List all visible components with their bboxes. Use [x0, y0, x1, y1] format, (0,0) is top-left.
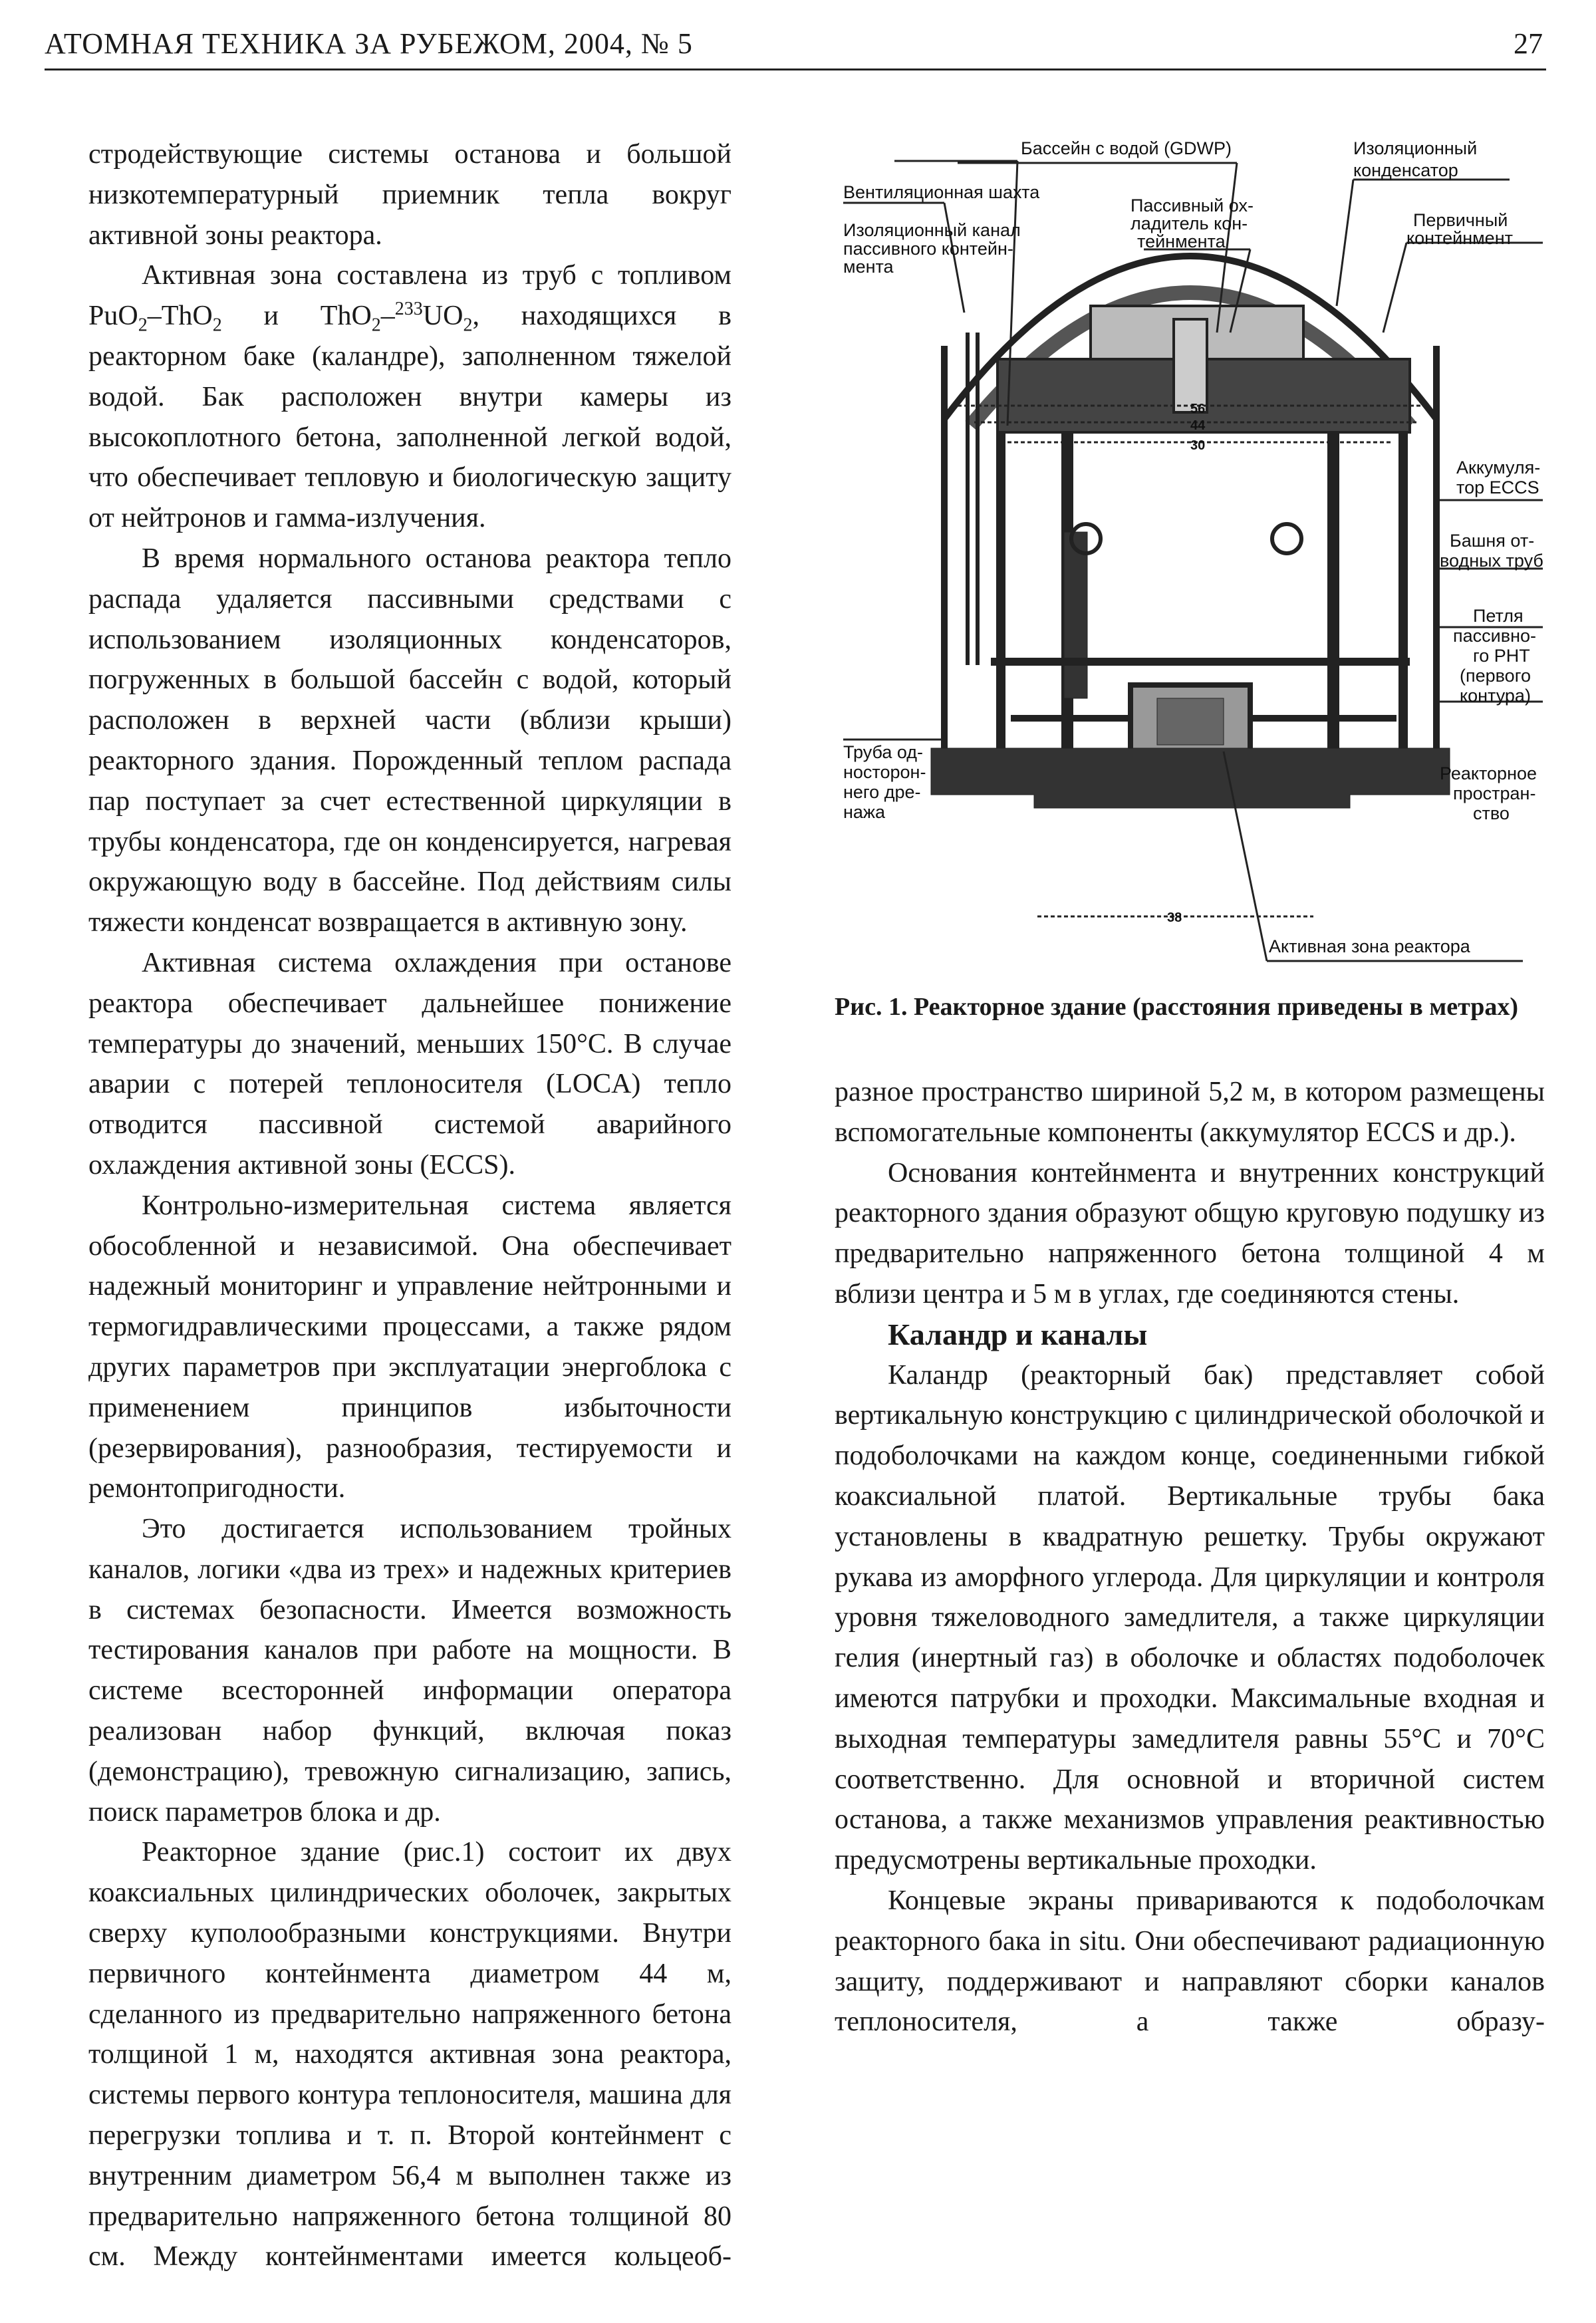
label-pht-loop: (первого [1460, 666, 1531, 686]
label-core: Активная зона реактора [1269, 936, 1470, 956]
label-vent-shaft: Вентиляционная шахта [843, 182, 1040, 202]
paragraph: Активная зона составлена из труб с топливом PuO$_2$–ThO$_2$ и $ThO_2-^{233}UO_2$, находящихся в реакторном баке (каландре), заполненном тяжелой водой. Бак расположен внутри камеры из высокоплотного бетона, заполненной легкой водой, что обеспечивает тепловую и биологическую защиту от нейтронов и гамма-излучения. [88, 260, 732, 534]
label-pool: Бассейн с водой (GDWP) [1021, 138, 1232, 158]
label-pht-loop: контура) [1460, 686, 1531, 706]
paragraph: Каландр (реакторный бак) представляет собой вертикальную конструкцию с цилиндрической оболочкой и подоболочками на каждом конце, соединенными гибкой коаксиальной платой. Вертикальные трубы бака установлены в квадратную решетку. Трубы окружают рукава из аморфного углерода. Для циркуляции и контроля уровня тяжеловодного замедлителя, а также циркуляции гелия (инертный газ) в оболочке и областях подоболочек имеются патрубки и проходки. Максимальные входная и выходная температуры замедлителя равны 55°C и 70°C соответственно. Для основной и вторичной систем останова, а также механизмов управления реактивностью предусмотрены вертикальные проходки. [835, 1359, 1545, 1876]
paragraph: Реакторное здание (рис.1) состоит их двух коаксиальных цилиндрических оболочек, закрытых сверху куполообразными конструкциями. Внутри первичного контейнмента диаметром 44 м, сделанного из предварительно напряженного бетона толщиной 1 м, находятся активная зона реактора, системы первого контура теплоносителя, машина для перегрузки топлива и т. п. Второй контейнмент с внутренним диаметром 56,4 м выполнен также из предварительно напряженного бетона толщиной 80 см. Между контейнментами имеется кольцеоб- [88, 1837, 732, 2272]
label-tower: Башня от- [1450, 531, 1535, 551]
dimension-30: 30 [1190, 438, 1206, 453]
label-reactor-space: Реакторное [1440, 763, 1537, 783]
paragraph: разное пространство шириной 5,2 м, в котором размещены вспомогательные компоненты (аккумулятор ECCS и др.). [835, 1077, 1545, 1148]
figure-caption: Рис. 1. Реакторное здание (расстояния приведены в метрах) [835, 993, 1518, 1021]
label-drain-pipe: Труба од- [843, 742, 924, 762]
label-passive-cooler: ладитель кон- [1130, 213, 1248, 233]
label-primary-containment: Первичный [1413, 210, 1508, 230]
paragraph: В время нормального останова реактора тепло распада удаляется пассивными средствами с использованием изоляционных конденсаторов, погруженных в большой бассейн с водой, который расположен в верхней части (вблизи крыши) реакторного здания. Порожденный теплом распада пар поступает за счет естественной циркуляции в трубы конденсатора, где он конденсируется, нагревая окружающую воду в бассейне. Под действиям силы тяжести конденсат возвращается в активную зону. [88, 543, 732, 938]
reactor-building-figure [798, 133, 1563, 971]
dimension-38: 38 [1167, 910, 1182, 925]
label-eccs-accumulator: тор ECCS [1456, 478, 1539, 497]
label-passive-cooler: Пассивный ох- [1130, 196, 1254, 215]
label-drain-pipe: нажа [843, 802, 886, 822]
label-passive-cooler: тейнмента [1137, 231, 1226, 251]
label-primary-containment: контейнмент [1406, 228, 1513, 248]
label-drain-pipe: него дре- [843, 782, 921, 802]
label-pht-loop: пассивно- [1453, 626, 1536, 646]
paragraph: Концевые экраны привариваются к подоболочкам реакторного бака in situ. Они обеспечивают радиационную защиту, поддерживают и направляют сборки каналов теплоносителя, а также образу- [835, 1885, 1545, 2038]
label-iso-channel: пассивного контейн- [843, 239, 1013, 259]
page-number: 27 [1514, 27, 1543, 60]
label-iso-condenser: конденсатор [1353, 160, 1458, 180]
label-iso-condenser: Изоляционный [1353, 138, 1478, 158]
header-rule [45, 68, 1546, 70]
dimension-56: 56 [1190, 402, 1206, 416]
building-drawing [843, 161, 1543, 961]
paragraph: стродействующие системы останова и большой низкотемпературный приемник тепла вокруг активной зоны реактора. [88, 139, 732, 251]
label-reactor-space: ство [1473, 803, 1510, 823]
label-iso-channel: Изоляционный канал [843, 220, 1021, 240]
right-column [835, 1072, 1545, 2042]
label-drain-pipe: носторон- [843, 762, 926, 782]
label-pht-loop: го PHT [1473, 646, 1530, 666]
label-tower: водных труб [1440, 551, 1543, 571]
paragraph: Активная система охлаждения при останове реактора обеспечивает дальнейшее понижение температуры до значений, меньших 150°C. В случае аварии с потерей теплоносителя (LOCA) тепло отводится пассивной системой аварийного охлаждения активной зоны (ECCS). [88, 947, 732, 1180]
paragraph: Контрольно-измерительная система является обособленной и независимой. Она обеспечивает надежный мониторинг и управление нейтронными и термогидравлическими процессами, а также рядом других параметров при эксплуатации энергоблока с применением принципов избыточности (резервирования), разнообразия, тестируемости и ремонтопригодности. [88, 1190, 732, 1504]
label-iso-channel: мента [843, 257, 894, 277]
label-pht-loop: Петля [1473, 606, 1524, 626]
label-eccs-accumulator: Аккумуля- [1456, 458, 1541, 478]
journal-header: АТОМНАЯ ТЕХНИКА ЗА РУБЕЖОМ, 2004, № 5 [45, 27, 693, 60]
label-reactor-space: простран- [1453, 783, 1536, 803]
paragraph: Это достигается использованием тройных каналов, логики «два из трех» и надежных критериев в системах безопасности. Имеется возможность тестирования каналов при работе на мощности. В системе всесторонней информации оператора реализован набор функций, включая показ (демонстрацию), тревожную сигнализацию, запись, поиск параметров блока и др. [88, 1514, 732, 1828]
paragraph: Основания контейнмента и внутренних конструкций реакторного здания образуют общую круговую подушку из предварительно напряженного бетона толщиной 4 м вблизи центра и 5 м в углах, где соединяются стены. [835, 1157, 1545, 1309]
dimension-44: 44 [1190, 418, 1206, 433]
left-column [88, 134, 732, 2277]
section-heading: Каландр и каналы [888, 1317, 1148, 1351]
